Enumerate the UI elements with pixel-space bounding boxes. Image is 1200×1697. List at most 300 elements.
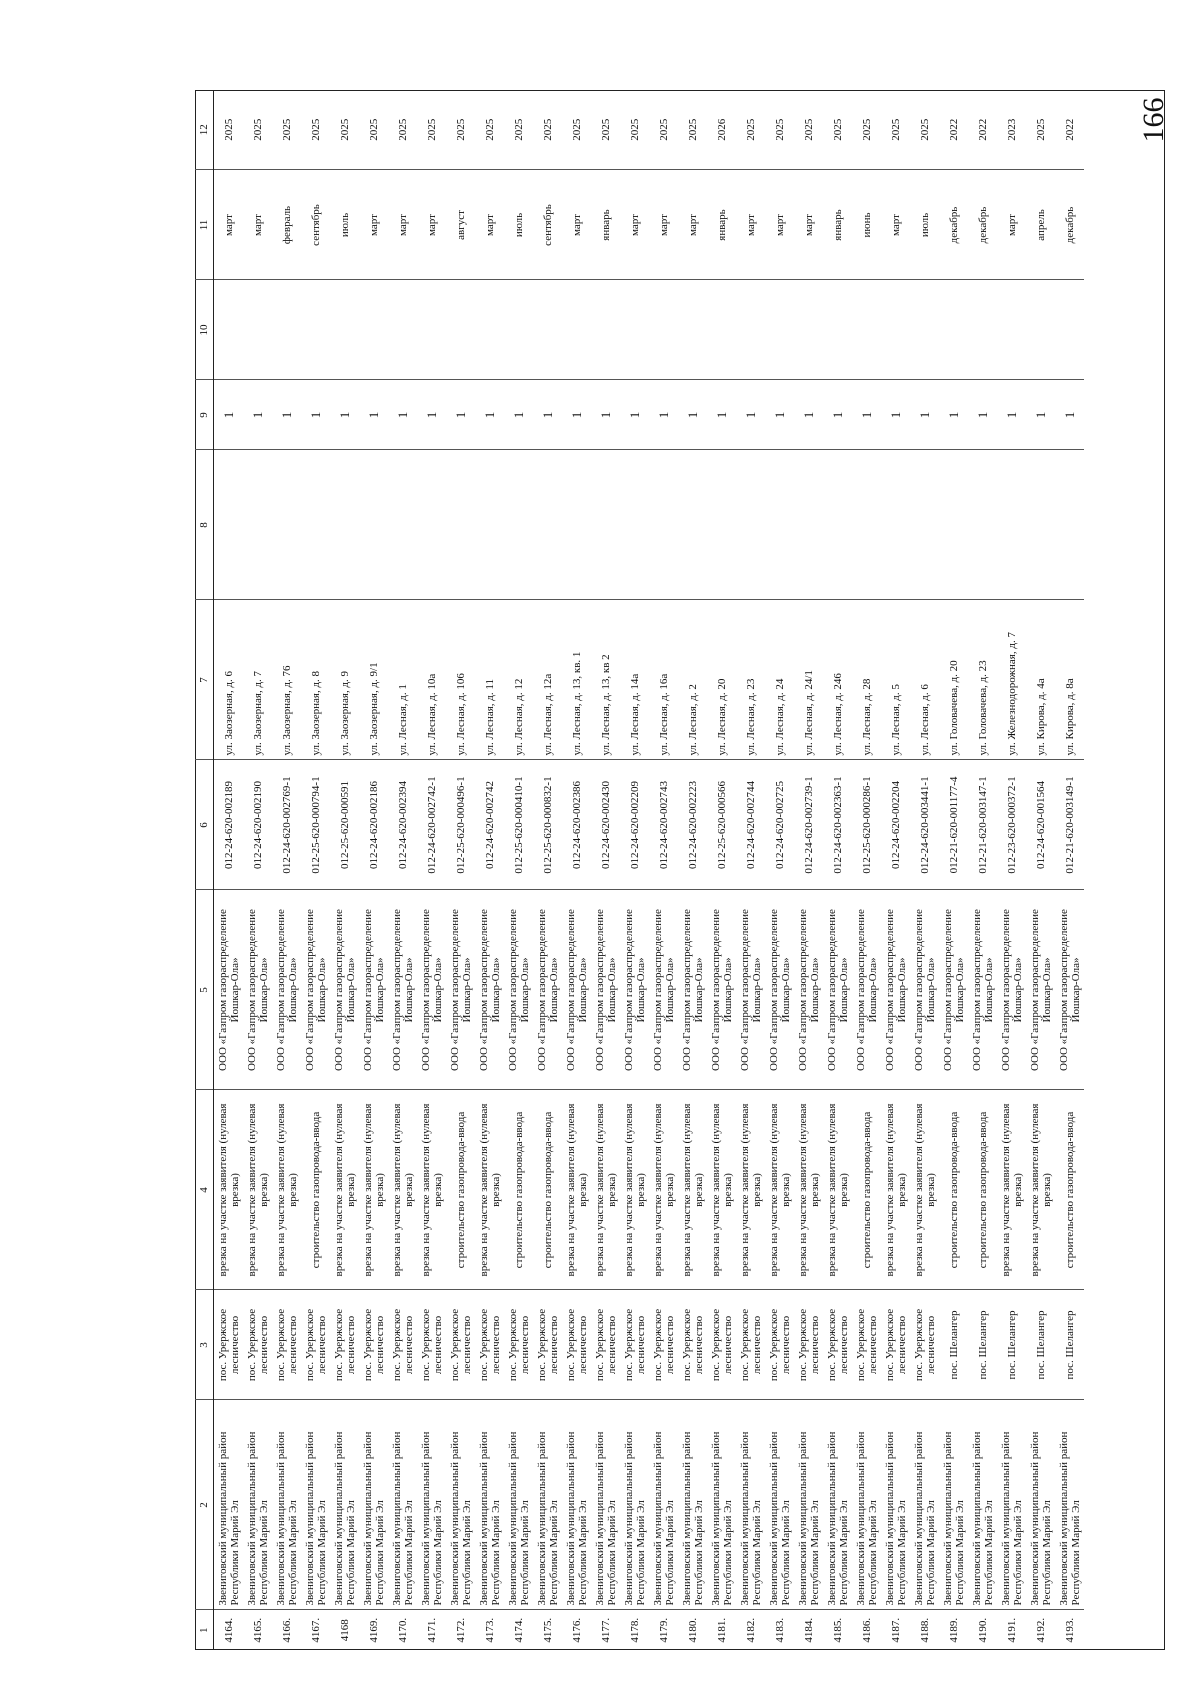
table-cell-col-2: Звениговский муниципальный район Республики Марий Эл (330, 1400, 359, 1610)
table-cell-col-8 (446, 450, 475, 600)
table-cell-col-4: врезка на участке заявителя (нулевая врезка) (823, 1090, 852, 1290)
table-cell-col-7: ул. Лесная, д. 20 (707, 600, 736, 760)
table-cell-col-12: 2025 (475, 90, 504, 170)
table-cell-col-5: ООО «Газпром газораспределение Йошкар-Ола» (736, 890, 765, 1090)
table-cell-col-5: ООО «Газпром газораспределение Йошкар-Ола» (504, 890, 533, 1090)
table-row (475, 90, 504, 1650)
table-cell-col-5: ООО «Газпром газораспределение Йошкар-Ола» (823, 890, 852, 1090)
table-cell-col-10 (359, 280, 388, 380)
column-number-header: 6 (195, 760, 214, 890)
column-number-header: 12 (195, 90, 214, 170)
table-cell-col-2: Звениговский муниципальный район Республики Марий Эл (359, 1400, 388, 1610)
table-cell-col-2: Звениговский муниципальный район Республики Марий Эл (765, 1400, 794, 1610)
table-cell-col-8 (475, 450, 504, 600)
table-cell-col-10 (939, 280, 968, 380)
table-cell-col-4: строительство газопровода-ввода (1055, 1090, 1084, 1290)
table-cell-col-12: 2022 (968, 90, 997, 170)
table-cell-col-10 (301, 280, 330, 380)
table-cell-col-2: Звениговский муниципальный район Республики Марий Эл (939, 1400, 968, 1610)
table-cell-col-12: 2025 (852, 90, 881, 170)
table-cell-col-1: 4179. (657, 1617, 670, 1643)
table-cell-col-8 (272, 450, 301, 600)
table-cell-col-4: строительство газопровода-ввода (939, 1090, 968, 1290)
table-cell-col-7: ул. Лесная, д. 12а (533, 600, 562, 760)
table-cell-col-5: ООО «Газпром газораспределение Йошкар-Ола» (678, 890, 707, 1090)
table-cell-col-8 (968, 450, 997, 600)
table-cell-col-10 (562, 280, 591, 380)
table-cell-col-11: июль (330, 170, 359, 280)
table-cell-col-8 (243, 450, 272, 600)
table-cell-col-4: строительство газопровода-ввода (446, 1090, 475, 1290)
table-cell-col-11: март (214, 170, 244, 280)
table-row (1055, 90, 1084, 1650)
table-cell-col-6: 012-25-620-000286-1 (852, 760, 881, 890)
table-cell-col-2: Звениговский муниципальный район Республики Марий Эл (707, 1400, 736, 1610)
table-cell-col-11: декабрь (1055, 170, 1084, 280)
table-cell-col-7: ул. Лесная, д. 246 (823, 600, 852, 760)
column-number-header: 3 (195, 1290, 214, 1400)
table-cell-col-1: 4190. (976, 1617, 989, 1643)
table-cell-col-10 (794, 280, 823, 380)
table-cell-col-3: пос. Урержское лесничество (475, 1290, 504, 1400)
column-number-header: 9 (195, 380, 214, 450)
table-cell-col-12: 2025 (388, 90, 417, 170)
table-cell-col-3: пос. Урержское лесничество (446, 1290, 475, 1400)
table-cell-col-3: пос. Урержское лесничество (272, 1290, 301, 1400)
rotated-table-layer (195, 90, 1165, 1650)
table-cell-col-11: март (388, 170, 417, 280)
table-cell-col-12: 2025 (243, 90, 272, 170)
table-cell-col-7: ул. Лесная, д. 6 (910, 600, 939, 760)
table-cell-col-6: 012-23-620-000372-1 (997, 760, 1026, 890)
table-row (214, 90, 244, 1650)
table-cell-col-6: 012-24-620-002739-1 (794, 760, 823, 890)
column-number-header: 2 (195, 1400, 214, 1610)
table-cell-col-8 (533, 450, 562, 600)
table-cell-col-3: пос. Урержское лесничество (678, 1290, 707, 1400)
table-cell-col-5: ООО «Газпром газораспределение Йошкар-Ола» (533, 890, 562, 1090)
table-cell-col-4: врезка на участке заявителя (нулевая врезка) (997, 1090, 1026, 1290)
table-cell-col-7: ул. Лесная, д. 1 (388, 600, 417, 760)
table-cell-col-2: Звениговский муниципальный район Республики Марий Эл (1055, 1400, 1084, 1610)
table-cell-col-11: март (562, 170, 591, 280)
table-cell-col-5: ООО «Газпром газораспределение Йошкар-Ола» (968, 890, 997, 1090)
table-row (388, 90, 417, 1650)
table-cell-col-8 (707, 450, 736, 600)
table-cell-col-5: ООО «Газпром газораспределение Йошкар-Ола» (562, 890, 591, 1090)
table-row (649, 90, 678, 1650)
table-row (243, 90, 272, 1650)
table-cell-col-2: Звениговский муниципальный район Республики Марий Эл (214, 1400, 244, 1610)
table-row (678, 90, 707, 1650)
table-cell-col-8 (823, 450, 852, 600)
table-cell-col-10 (1055, 280, 1084, 380)
table-cell-col-11: март (736, 170, 765, 280)
table-cell-col-11: март (620, 170, 649, 280)
table-cell-col-12: 2025 (881, 90, 910, 170)
table-cell-col-9: 1 (417, 380, 446, 450)
table-cell-col-4: врезка на участке заявителя (нулевая врезка) (881, 1090, 910, 1290)
table-cell-col-8 (591, 450, 620, 600)
table-cell-col-2: Звениговский муниципальный район Республики Марий Эл (649, 1400, 678, 1610)
table-cell-col-5: ООО «Газпром газораспределение Йошкар-Ола» (301, 890, 330, 1090)
table-row (301, 90, 330, 1650)
table-cell-col-10 (1026, 280, 1055, 380)
table-cell-col-11: август (446, 170, 475, 280)
table-cell-col-12: 2023 (997, 90, 1026, 170)
table-cell-col-7: ул. Лесная, д. 11 (475, 600, 504, 760)
table-cell-col-10 (997, 280, 1026, 380)
table-cell-col-10 (591, 280, 620, 380)
table-cell-col-9: 1 (765, 380, 794, 450)
table-cell-col-8 (852, 450, 881, 600)
table-cell-col-5: ООО «Газпром газораспределение Йошкар-Ола» (1055, 890, 1084, 1090)
table-cell-col-9: 1 (301, 380, 330, 450)
table-cell-col-10 (446, 280, 475, 380)
table-cell-col-10 (852, 280, 881, 380)
table-cell-col-4: врезка на участке заявителя (нулевая врезка) (707, 1090, 736, 1290)
table-cell-col-4: строительство газопровода-ввода (504, 1090, 533, 1290)
table-cell-col-4: врезка на участке заявителя (нулевая врезка) (1026, 1090, 1055, 1290)
table-cell-col-8 (678, 450, 707, 600)
table-row (591, 90, 620, 1650)
table-cell-col-1: 4193. (1063, 1617, 1076, 1643)
table-cell-col-3: пос. Урержское лесничество (591, 1290, 620, 1400)
table-cell-col-7: ул. Лесная, д. 106 (446, 600, 475, 760)
table-cell-col-8 (620, 450, 649, 600)
table-cell-col-10 (707, 280, 736, 380)
table-cell-col-4: врезка на участке заявителя (нулевая врезка) (736, 1090, 765, 1290)
table-cell-col-3: пос. Урержское лесничество (707, 1290, 736, 1400)
table-cell-col-7: ул. Заозерная, д. 76 (272, 600, 301, 760)
table-cell-col-3: пос. Урержское лесничество (562, 1290, 591, 1400)
table-cell-col-6: 012-25-620-000566 (707, 760, 736, 890)
table-cell-col-6: 012-24-620-003441-1 (910, 760, 939, 890)
table-cell-col-9: 1 (475, 380, 504, 450)
table-cell-col-8 (359, 450, 388, 600)
table-cell-col-4: врезка на участке заявителя (нулевая врезка) (794, 1090, 823, 1290)
table-cell-col-5: ООО «Газпром газораспределение Йошкар-Ола» (388, 890, 417, 1090)
table-row (910, 90, 939, 1650)
table-cell-col-4: врезка на участке заявителя (нулевая врезка) (591, 1090, 620, 1290)
table-cell-col-7: ул. Лесная, д. 13, кв. 1 (562, 600, 591, 760)
table-cell-col-7: ул. Головачева, д. 23 (968, 600, 997, 760)
table-cell-col-3: пос. Шелангер (1026, 1290, 1055, 1400)
table-cell-col-1: 4178. (628, 1617, 641, 1643)
table-cell-col-2: Звениговский муниципальный район Республики Марий Эл (794, 1400, 823, 1610)
table-cell-col-12: 2025 (649, 90, 678, 170)
table-cell-col-6: 012-24-620-002209 (620, 760, 649, 890)
table-cell-col-5: ООО «Газпром газораспределение Йошкар-Ола» (910, 890, 939, 1090)
table-cell-col-9: 1 (446, 380, 475, 450)
table-cell-col-1: 4177. (599, 1617, 612, 1643)
table-cell-col-3: пос. Урержское лесничество (620, 1290, 649, 1400)
table-cell-col-8 (794, 450, 823, 600)
table-cell-col-6: 012-25-620-000591 (330, 760, 359, 890)
table-cell-col-5: ООО «Газпром газораспределение Йошкар-Ола» (214, 890, 244, 1090)
table-cell-col-3: пос. Урержское лесничество (301, 1290, 330, 1400)
table-cell-col-1: 4181. (715, 1617, 728, 1643)
table-cell-col-7: ул. Лесная, д. 14а (620, 600, 649, 760)
table-cell-col-9: 1 (562, 380, 591, 450)
table-cell-col-9: 1 (997, 380, 1026, 450)
table-cell-col-1: 4192. (1034, 1617, 1047, 1643)
table-cell-col-10 (620, 280, 649, 380)
table-cell-col-4: строительство газопровода-ввода (301, 1090, 330, 1290)
table-row (504, 90, 533, 1650)
table-cell-col-10 (968, 280, 997, 380)
table-cell-col-2: Звениговский муниципальный район Республики Марий Эл (997, 1400, 1026, 1610)
table-row (359, 90, 388, 1650)
table-cell-col-11: март (678, 170, 707, 280)
table-cell-col-8 (910, 450, 939, 600)
table-cell-col-12: 2025 (823, 90, 852, 170)
table-cell-col-7: ул. Кирова, д. 4а (1026, 600, 1055, 760)
table-cell-col-9: 1 (388, 380, 417, 450)
table-cell-col-12: 2025 (359, 90, 388, 170)
table-cell-col-2: Звениговский муниципальный район Республики Марий Эл (620, 1400, 649, 1610)
table-cell-col-11: март (475, 170, 504, 280)
table-cell-col-5: ООО «Газпром газораспределение Йошкар-Ола» (272, 890, 301, 1090)
table-cell-col-11: сентябрь (533, 170, 562, 280)
table-cell-col-8 (736, 450, 765, 600)
table-cell-col-9: 1 (1026, 380, 1055, 450)
table-cell-col-9: 1 (620, 380, 649, 450)
table-cell-col-11: март (794, 170, 823, 280)
table-header-row (195, 90, 214, 1650)
table-cell-col-12: 2025 (504, 90, 533, 170)
table-cell-col-7: ул. Лесная, д. 5 (881, 600, 910, 760)
table-cell-col-5: ООО «Газпром газораспределение Йошкар-Ола» (591, 890, 620, 1090)
table-cell-col-12: 2025 (765, 90, 794, 170)
table-cell-col-2: Звениговский муниципальный район Республики Марий Эл (823, 1400, 852, 1610)
table-cell-col-9: 1 (214, 380, 244, 450)
table-cell-col-1: 4185. (831, 1617, 844, 1643)
table-cell-col-2: Звениговский муниципальный район Республики Марий Эл (301, 1400, 330, 1610)
table-cell-col-1: 4170. (396, 1617, 409, 1643)
table-cell-col-10 (243, 280, 272, 380)
table-row (881, 90, 910, 1650)
table-cell-col-5: ООО «Газпром газораспределение Йошкар-Ола» (765, 890, 794, 1090)
table-cell-col-12: 2025 (736, 90, 765, 170)
table-cell-col-3: пос. Урержское лесничество (823, 1290, 852, 1400)
table-cell-col-3: пос. Урержское лесничество (533, 1290, 562, 1400)
table-cell-col-6: 012-24-620-002186 (359, 760, 388, 890)
table-cell-col-8 (1055, 450, 1084, 600)
table-cell-col-4: строительство газопровода-ввода (533, 1090, 562, 1290)
table-cell-col-7: ул. Заозерная, д. 8 (301, 600, 330, 760)
table-cell-col-1: 4184. (802, 1617, 815, 1643)
table-cell-col-11: январь (823, 170, 852, 280)
table-row (330, 90, 359, 1650)
table-cell-col-4: строительство газопровода-ввода (968, 1090, 997, 1290)
table-cell-col-9: 1 (910, 380, 939, 450)
table-cell-col-6: 012-24-620-002190 (243, 760, 272, 890)
table-cell-col-4: врезка на участке заявителя (нулевая врезка) (417, 1090, 446, 1290)
table-cell-col-2: Звениговский муниципальный район Республики Марий Эл (736, 1400, 765, 1610)
table-cell-col-2: Звениговский муниципальный район Республики Марий Эл (852, 1400, 881, 1610)
table-cell-col-10 (533, 280, 562, 380)
table-cell-col-1: 4166. (280, 1617, 293, 1643)
table-cell-col-3: пос. Урержское лесничество (852, 1290, 881, 1400)
table-cell-col-1: 4171. (425, 1617, 438, 1643)
table-cell-col-11: январь (591, 170, 620, 280)
table-cell-col-8 (417, 450, 446, 600)
table-cell-col-11: март (881, 170, 910, 280)
page-number: 166 (1137, 97, 1170, 143)
table-cell-col-9: 1 (591, 380, 620, 450)
table-cell-col-6: 012-24-620-002725 (765, 760, 794, 890)
table-cell-col-4: врезка на участке заявителя (нулевая врезка) (388, 1090, 417, 1290)
table-cell-col-5: ООО «Газпром газораспределение Йошкар-Ола» (881, 890, 910, 1090)
table-cell-col-9: 1 (533, 380, 562, 450)
table-cell-col-1: 4188. (918, 1617, 931, 1643)
table-cell-col-6: 012-21-620-003147-1 (968, 760, 997, 890)
table-cell-col-8 (939, 450, 968, 600)
table-cell-col-1: 4186. (860, 1617, 873, 1643)
column-number-header: 5 (195, 890, 214, 1090)
table-cell-col-10 (272, 280, 301, 380)
table-cell-col-6: 012-25-620-000496-1 (446, 760, 475, 890)
table-cell-col-4: врезка на участке заявителя (нулевая врезка) (620, 1090, 649, 1290)
table-cell-col-3: пос. Урержское лесничество (214, 1290, 244, 1400)
table-cell-col-3: пос. Урержское лесничество (330, 1290, 359, 1400)
table-cell-col-5: ООО «Газпром газораспределение Йошкар-Ола» (939, 890, 968, 1090)
table-cell-col-1: 4168 (338, 1619, 351, 1642)
table-cell-col-7: ул. Лесная, д. 24 (765, 600, 794, 760)
table-cell-col-10 (388, 280, 417, 380)
table-cell-col-8 (330, 450, 359, 600)
table-cell-col-3: пос. Урержское лесничество (359, 1290, 388, 1400)
table-cell-col-11: апрель (1026, 170, 1055, 280)
table-cell-col-4: врезка на участке заявителя (нулевая врезка) (475, 1090, 504, 1290)
table-cell-col-11: декабрь (939, 170, 968, 280)
table-cell-col-11: июль (910, 170, 939, 280)
table-cell-col-4: врезка на участке заявителя (нулевая врезка) (214, 1090, 244, 1290)
table-cell-col-11: июнь (852, 170, 881, 280)
table-cell-col-6: 012-24-620-002363-1 (823, 760, 852, 890)
table-cell-col-2: Звениговский муниципальный район Республики Марий Эл (591, 1400, 620, 1610)
table-cell-col-12: 2025 (417, 90, 446, 170)
table-cell-col-8 (388, 450, 417, 600)
table-cell-col-7: ул. Заозерная, д. 7 (243, 600, 272, 760)
table-cell-col-6: 012-24-620-002744 (736, 760, 765, 890)
table-cell-col-5: ООО «Газпром газораспределение Йошкар-Ола» (243, 890, 272, 1090)
table-cell-col-1: 4191. (1005, 1617, 1018, 1643)
table-cell-col-5: ООО «Газпром газораспределение Йошкар-Ола» (852, 890, 881, 1090)
table-cell-col-1: 4180. (686, 1617, 699, 1643)
table-row (417, 90, 446, 1650)
table-cell-col-5: ООО «Газпром газораспределение Йошкар-Ола» (417, 890, 446, 1090)
table-cell-col-5: ООО «Газпром газораспределение Йошкар-Ола» (1026, 890, 1055, 1090)
table-row (823, 90, 852, 1650)
table-cell-col-7: ул. Лесная, д. 12 (504, 600, 533, 760)
table-cell-col-6: 012-24-620-002743 (649, 760, 678, 890)
table-row (533, 90, 562, 1650)
table-cell-col-12: 2025 (533, 90, 562, 170)
table-cell-col-6: 012-24-620-002204 (881, 760, 910, 890)
table-cell-col-3: пос. Урержское лесничество (649, 1290, 678, 1400)
table-row (939, 90, 968, 1650)
table-cell-col-9: 1 (678, 380, 707, 450)
table-cell-col-8 (649, 450, 678, 600)
table-cell-col-6: 012-24-620-002430 (591, 760, 620, 890)
table-row (968, 90, 997, 1650)
table-cell-col-9: 1 (881, 380, 910, 450)
table-row (794, 90, 823, 1650)
table-cell-col-7: ул. Лесная, д. 10а (417, 600, 446, 760)
table-cell-col-6: 012-21-620-001177-4 (939, 760, 968, 890)
table-cell-col-10 (504, 280, 533, 380)
table-cell-col-6: 012-24-620-002769-1 (272, 760, 301, 890)
table-cell-col-3: пос. Урержское лесничество (765, 1290, 794, 1400)
table-cell-col-1: 4167. (309, 1617, 322, 1643)
table-cell-col-4: врезка на участке заявителя (нулевая врезка) (330, 1090, 359, 1290)
column-number-header: 8 (195, 450, 214, 600)
table-row (736, 90, 765, 1650)
table-cell-col-9: 1 (939, 380, 968, 450)
table-cell-col-2: Звениговский муниципальный район Республики Марий Эл (910, 1400, 939, 1610)
table-body (195, 90, 1084, 1650)
table-cell-col-6: 012-24-620-002189 (214, 760, 244, 890)
table-cell-col-2: Звениговский муниципальный район Республики Марий Эл (417, 1400, 446, 1610)
table-cell-col-9: 1 (794, 380, 823, 450)
table-cell-col-10 (736, 280, 765, 380)
table-cell-col-4: врезка на участке заявителя (нулевая врезка) (910, 1090, 939, 1290)
table-cell-col-3: пос. Урержское лесничество (388, 1290, 417, 1400)
table-cell-col-6: 012-24-620-002742-1 (417, 760, 446, 890)
table-cell-col-7: ул. Лесная, д. 23 (736, 600, 765, 760)
table-cell-col-1: 4169. (367, 1617, 380, 1643)
table-cell-col-7: ул. Железнодорожная, д. 7 (997, 600, 1026, 760)
table-cell-col-4: врезка на участке заявителя (нулевая врезка) (243, 1090, 272, 1290)
column-number-header: 1 (195, 1610, 214, 1650)
table-cell-col-7: ул. Заозерная, д. 9/1 (359, 600, 388, 760)
table-cell-col-10 (765, 280, 794, 380)
table-cell-col-9: 1 (1055, 380, 1084, 450)
table-cell-col-2: Звениговский муниципальный район Республики Марий Эл (504, 1400, 533, 1610)
table-cell-col-1: 4172. (454, 1617, 467, 1643)
table-cell-col-10 (910, 280, 939, 380)
table-cell-col-8 (765, 450, 794, 600)
table-cell-col-11: март (997, 170, 1026, 280)
table-cell-col-4: строительство газопровода-ввода (852, 1090, 881, 1290)
table-cell-col-7: ул. Кирова, д. 8а (1055, 600, 1084, 760)
table-cell-col-8 (504, 450, 533, 600)
table-cell-col-10 (417, 280, 446, 380)
table-cell-col-2: Звениговский муниципальный район Республики Марий Эл (533, 1400, 562, 1610)
table-cell-col-8 (301, 450, 330, 600)
table-cell-col-9: 1 (707, 380, 736, 450)
table-cell-col-12: 2025 (446, 90, 475, 170)
table-row (562, 90, 591, 1650)
table-cell-col-7: ул. Лесная, д. 24/1 (794, 600, 823, 760)
table-cell-col-3: пос. Урержское лесничество (881, 1290, 910, 1400)
table-row (997, 90, 1026, 1650)
table-cell-col-9: 1 (649, 380, 678, 450)
table-cell-col-11: март (243, 170, 272, 280)
table-cell-col-12: 2022 (1055, 90, 1084, 170)
table-cell-col-8 (214, 450, 244, 600)
column-number-header: 11 (195, 170, 214, 280)
table-cell-col-12: 2025 (794, 90, 823, 170)
table-row (765, 90, 794, 1650)
table-cell-col-11: март (359, 170, 388, 280)
table-cell-col-1: 4173. (483, 1617, 496, 1643)
table-cell-col-1: 4183. (773, 1617, 786, 1643)
table-cell-col-12: 2026 (707, 90, 736, 170)
table-cell-col-11: март (417, 170, 446, 280)
